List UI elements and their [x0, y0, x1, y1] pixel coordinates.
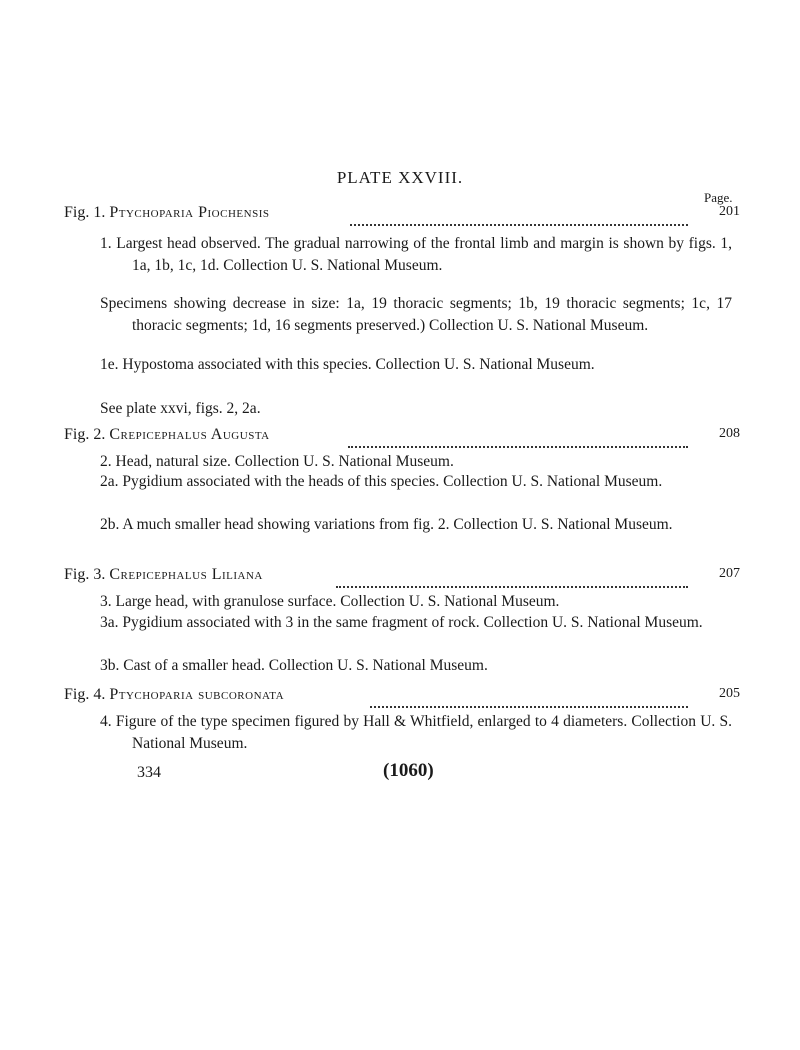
- figure-heading: [64, 686, 740, 708]
- figure-label: Fig. 4. Ptychoparia subcoronata: [64, 686, 285, 703]
- figure-page: 208: [719, 426, 740, 441]
- figure-entry: 2. Head, natural size. Collection U. S. National Museum.: [100, 453, 454, 470]
- figure-entry: Specimens showing decrease in size: 1a, 19 thoracic segments; 1b, 19 thoracic segments; 1c, 17 thoracic segments; 1d, 16 segments preserved.) Collection U. S. National Museum.: [100, 295, 732, 334]
- figure-label: Fig. 3. Crepicephalus Liliana: [64, 566, 263, 583]
- leader-dots: [350, 204, 688, 226]
- figure-entry: 3b. Cast of a smaller head. Collection U. S. National Museum.: [100, 657, 488, 674]
- figure-page: 201: [719, 204, 740, 219]
- figure-page: 205: [719, 686, 740, 701]
- figure-heading: [64, 566, 740, 588]
- figure-entry: 1e. Hypostoma associated with this species. Collection U. S. National Museum.: [100, 356, 595, 373]
- leader-dots: [370, 686, 688, 708]
- figure-heading: [64, 426, 740, 448]
- figure-entry: 2a. Pygidium associated with the heads of this species. Collection U. S. National Museum.: [100, 473, 663, 490]
- figure-entry: 2b. A much smaller head showing variations from fig. 2. Collection U. S. National Museum.: [100, 516, 673, 533]
- figure-page: 207: [719, 566, 740, 581]
- figure-entry: 3. Large head, with granulose surface. Collection U. S. National Museum.: [100, 593, 560, 610]
- figure-entry: 1. Largest head observed. The gradual narrowing of the frontal limb and margin is shown by figs. 1, 1a, 1b, 1c, 1d. Collection U. S. National Museum.: [100, 235, 732, 274]
- page-column-header: Page.: [704, 190, 733, 205]
- figure-label: Fig. 1. Ptychoparia Piochensis: [64, 204, 270, 221]
- page-number: 334: [137, 764, 161, 781]
- figure-heading: [64, 204, 740, 226]
- leader-dots: [348, 426, 688, 448]
- leader-dots: [336, 566, 688, 588]
- bracket-page-number: (1060): [383, 760, 434, 781]
- figure-entry: See plate xxvi, figs. 2, 2a.: [100, 400, 261, 417]
- figure-entry: 4. Figure of the type specimen figured by Hall & Whitfield, enlarged to 4 diameters. Collection U. S. National Museum.: [100, 713, 732, 752]
- figure-entry: 3a. Pygidium associated with 3 in the same fragment of rock. Collection U. S. National Museum.: [100, 614, 703, 631]
- plate-title: PLATE XXVIII.: [336, 168, 464, 187]
- figure-label: Fig. 2. Crepicephalus Augusta: [64, 426, 270, 443]
